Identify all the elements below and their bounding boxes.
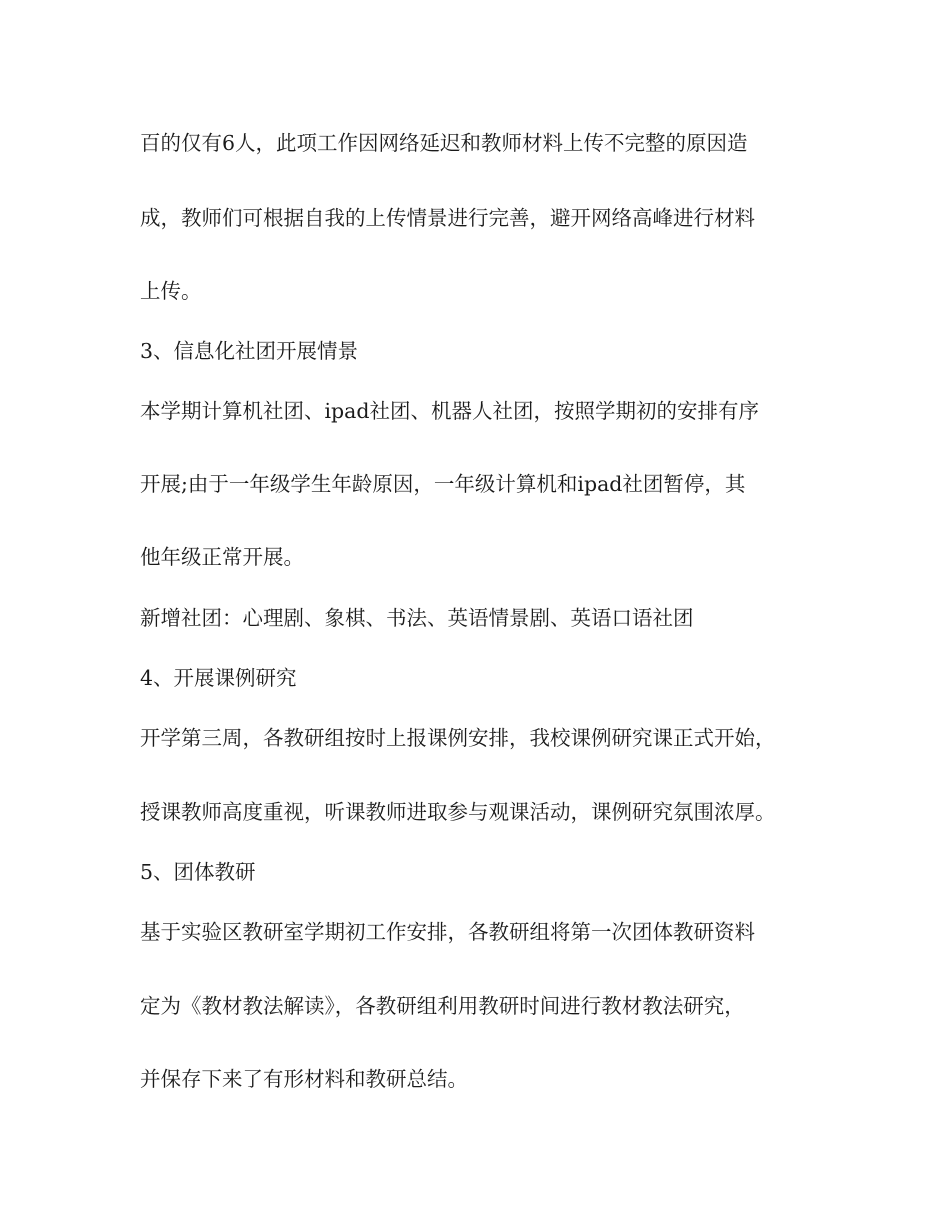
paragraph-line: 成，教师们可根据自我的上传情景进行完善，避开网络高峰进行材料: [140, 206, 755, 230]
section-heading: 4、开展课例研究: [140, 666, 297, 690]
section-heading: 3、信息化社团开展情景: [140, 339, 359, 363]
paragraph-line: 上传。: [140, 279, 202, 303]
paragraph-line: 新增社团：心理剧、象棋、书法、英语情景剧、英语口语社团: [140, 606, 694, 630]
paragraph-line: 开学第三周，各教研组按时上报课例安排，我校课例研究课正式开始，: [140, 726, 776, 750]
paragraph-line: 并保存下来了有形材料和教研总结。: [140, 1067, 468, 1091]
paragraph-line: 本学期计算机社团、ipad社团、机器人社团，按照学期初的安排有序: [140, 399, 760, 423]
paragraph-line: 百的仅有6人，此项工作因网络延迟和教师材料上传不完整的原因造: [140, 131, 748, 155]
paragraph-line: 开展;由于一年级学生年龄原因，一年级计算机和ipad社团暂停，其: [140, 472, 746, 496]
paragraph-line: 基于实验区教研室学期初工作安排，各教研组将第一次团体教研资料: [140, 920, 755, 944]
paragraph-line: 他年级正常开展。: [140, 545, 304, 569]
paragraph-line: 定为《教材教法解读》，各教研组利用教研时间进行教材教法研究，: [140, 994, 745, 1018]
paragraph-line: 授课教师高度重视，听课教师进取参与观课活动，课例研究氛围浓厚。: [140, 800, 776, 824]
section-heading: 5、团体教研: [140, 860, 256, 884]
